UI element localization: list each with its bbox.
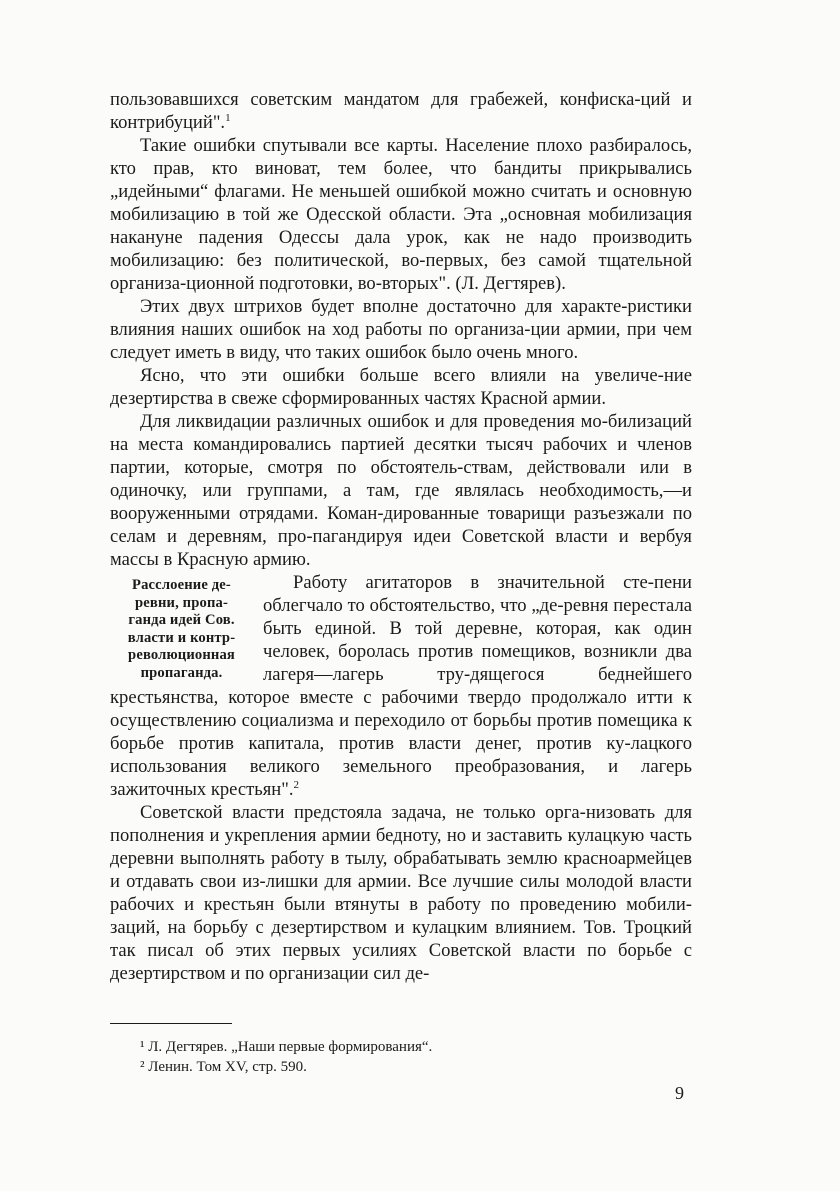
paragraph: Ясно, что эти ошибки больше всего влияли на увеличе-ние дезертирства в свеже сформированных частях Красной армии. — [110, 365, 692, 409]
paragraph: Такие ошибки спутывали все карты. Население плохо разбиралось, кто прав, кто виноват, тем более, что бандиты прикрывались „идейными“ флагами. Не меньшей ошибкой можно считать и основную мобилизацию в той же Одесской области. Эта „основная мобилизация накануне падения Одессы дала урок, как не надо производить мобилизацию: без политической, во-первых, без самой тщательной организа-ционной подготовки, во-вторых". (Л. Дегтярев). — [110, 135, 692, 294]
main-text — [110, 88, 692, 985]
footnote: ² Ленин. Том XV, стр. 590. — [140, 1059, 307, 1075]
page-number: 9 — [675, 1083, 684, 1103]
footnote-ref: 1 — [225, 111, 231, 124]
footnote-divider — [110, 1023, 232, 1024]
footnotes — [140, 1037, 432, 1077]
footnote: ¹ Л. Дегтярев. „Наши первые формирования“. — [140, 1039, 433, 1055]
paragraph: Расслоение де- ревни, пропа- ганда идей Сов. власти и контр- революционная пропаганда. Работу агитаторов в значительной сте-пени облегчало то обстоятельство, что „де-ревня перестала быть единой. В той деревне, которая, как один человек, боролась против помещиков, возникли два лагеря—лагерь тру-дящегося беднейшего крестьянства, которое вместе с рабочими твердо продолжало итти к осуществлению социализма и переходило от борьбы против помещика к борьбе против капитала, против власти денег, против ку-лацкого использования великого земельного преобразования, и лагерь зажиточных крестьян".$^2$ — [110, 572, 692, 800]
paragraph: пользовавшихся советским мандатом для грабежей, конфиска-ций и контрибуций".$^1$ — [110, 89, 692, 133]
footnote-ref: 2 — [293, 778, 299, 791]
paragraph: Этих двух штрихов будет вполне достаточно для характе-ристики влияния наших ошибок на ход работы по организа-ции армии, при чем следует иметь в виду, что таких ошибок было очень много. — [110, 296, 692, 363]
margin-note: Расслоение де- ревни, пропа- ганда идей Сов. власти и контр- революционная пропаганда. — [127, 577, 236, 681]
paragraph: Советской власти предстояла задача, не только орга-низовать для пополнения и укрепления армии бедноту, но и заставить кулацкую часть деревни выполнять работу в тылу, обрабатывать землю красноармейцев и отдавать свои из-лишки для армии. Все лучшие силы молодой власти рабочих и крестьян были втянуты в работу по проведению мобили-заций, на борьбу с дезертирством и кулацким влиянием. Тов. Троцкий так писал об этих первых усилиях Советской власти по борьбе с дезертирством и по организации сил де- — [110, 802, 692, 984]
paragraph: Для ликвидации различных ошибок и для проведения мо-билизаций на места командировались партией десятки тысяч рабочих и членов партии, которые, смотря по обстоятель-ствам, действовали или в одиночку, или группами, а там, где являлась необходимость,—и вооруженными отрядами. Коман-дированные товарищи разъезжали по селам и деревням, про-пагандируя идеи Советской власти и вербуя массы в Красную армию. — [110, 411, 692, 570]
